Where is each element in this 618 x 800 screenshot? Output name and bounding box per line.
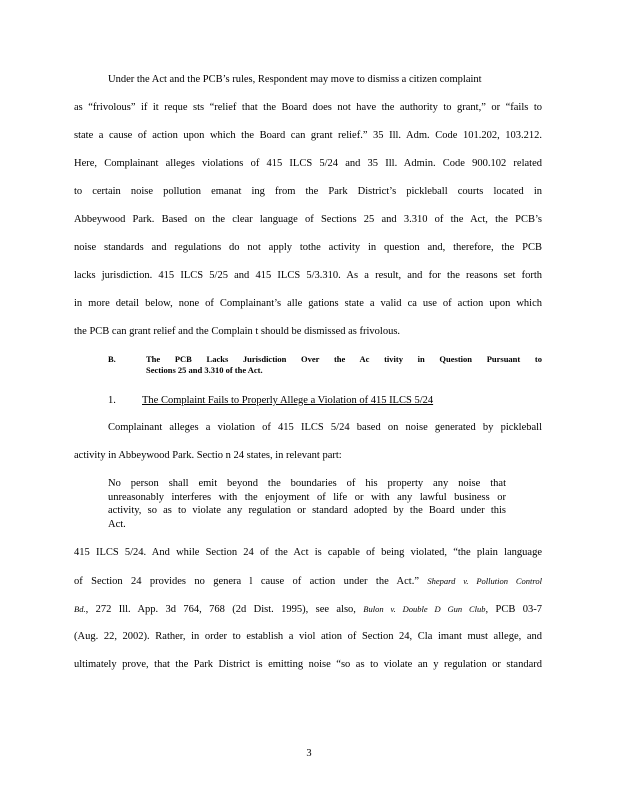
block-quote-line-2: unreasonably interferes with the enjoyment of life or with any lawful business or [108, 491, 506, 503]
paragraph-2-line-1: Complainant alleges a violation of 415 ILCS 5/24 based on noise generated by pickleball [108, 422, 542, 433]
paragraph-1-line-2: as “frivolous” if it reque sts “relief that the Board does not have the authority to grant,” or “fails to [74, 102, 542, 113]
section-heading-line-1: The PCB Lacks Jurisdiction Over the Ac tivity in Question Pursuant to [146, 354, 542, 364]
paragraph-1-line-6: Abbeywood Park. Based on the clear language of Sections 25 and 3.310 of the Act, the PCB’s [74, 214, 542, 225]
paragraph-3-line-4: (Aug. 22, 2002). Rather, in order to establish a viol ation of Section 24, Cla imant must allege, and [74, 631, 542, 642]
paragraph-1-line-10: the PCB can grant relief and the Complain t should be dismissed as frivolous. [74, 326, 401, 337]
section-heading-b [108, 354, 542, 378]
case-citation-bulon: Bulon v. Double D Gun Club [363, 604, 486, 614]
paragraph-3-line-5: ultimately prove, that the Park District is emitting noise “so as to violate an y regulation or standard [74, 659, 542, 670]
case-citation-bd: Bd. [74, 604, 86, 614]
paragraph-3-line-3-text-2: , PCB 03-7 [485, 604, 543, 615]
block-quote [108, 477, 506, 531]
paragraph-1-line-1: Under the Act and the PCB’s rules, Respondent may move to dismiss a citizen complaint [108, 74, 482, 85]
paragraph-1-line-7: noise standards and regulations do not apply tothe activity in question and, therefore, the PCB [74, 242, 542, 253]
section-heading-line-2: Sections 25 and 3.310 of the Act. [146, 365, 263, 375]
page-number: 3 [306, 748, 312, 759]
paragraph-1-line-9: in more detail below, none of Complainant’s alle gations state a valid ca use of action upon which [74, 298, 542, 309]
block-quote-line-1: No person shall emit beyond the boundaries of his property any noise that [108, 478, 506, 489]
block-quote-line-4: Act. [108, 518, 126, 530]
paragraph-3-line-2-text: of Section 24 provides no genera l cause of action under the Act.” [74, 576, 419, 587]
paragraph-1-line-5: to certain noise pollution emanat ing from the Park District’s pickleball courts located in [74, 186, 542, 197]
case-citation-shepard: Shepard v. Pollution Control [427, 576, 543, 586]
subheading-number: 1. [108, 395, 116, 406]
paragraph-1-line-8: lacks jurisdiction. 415 ILCS 5/25 and 415 ILCS 5/3.310. As a result, and for the reasons set forth [74, 270, 542, 281]
paragraph-3-line-1: 415 ILCS 5/24. And while Section 24 of the Act is capable of being violated, “the plain language [74, 547, 542, 558]
paragraph-3-line-3 [74, 602, 542, 617]
paragraph-2-line-2: activity in Abbeywood Park. Sectio n 24 states, in relevant part: [74, 450, 342, 461]
paragraph-3-line-3-text-1: , 272 Ill. App. 3d 764, 768 (2d Dist. 1995), see also, [85, 604, 356, 615]
subheading-1 [108, 394, 508, 408]
paragraph-3-line-2 [74, 574, 542, 589]
paragraph-1-line-3: state a cause of action upon which the Board can grant relief.” 35 Ill. Adm. Code 101.202, 103.212. [74, 130, 542, 141]
block-quote-line-3: activity, so as to violate any regulation or standard adopted by the Board under this [108, 505, 506, 516]
section-heading-letter: B. [108, 354, 116, 364]
paragraph-1-line-4: Here, Complainant alleges violations of 415 ILCS 5/24 and 35 Ill. Admin. Code 900.102 related [74, 158, 542, 169]
subheading-title: The Complaint Fails to Properly Allege a Violation of 415 ILCS 5/24 [142, 395, 434, 406]
